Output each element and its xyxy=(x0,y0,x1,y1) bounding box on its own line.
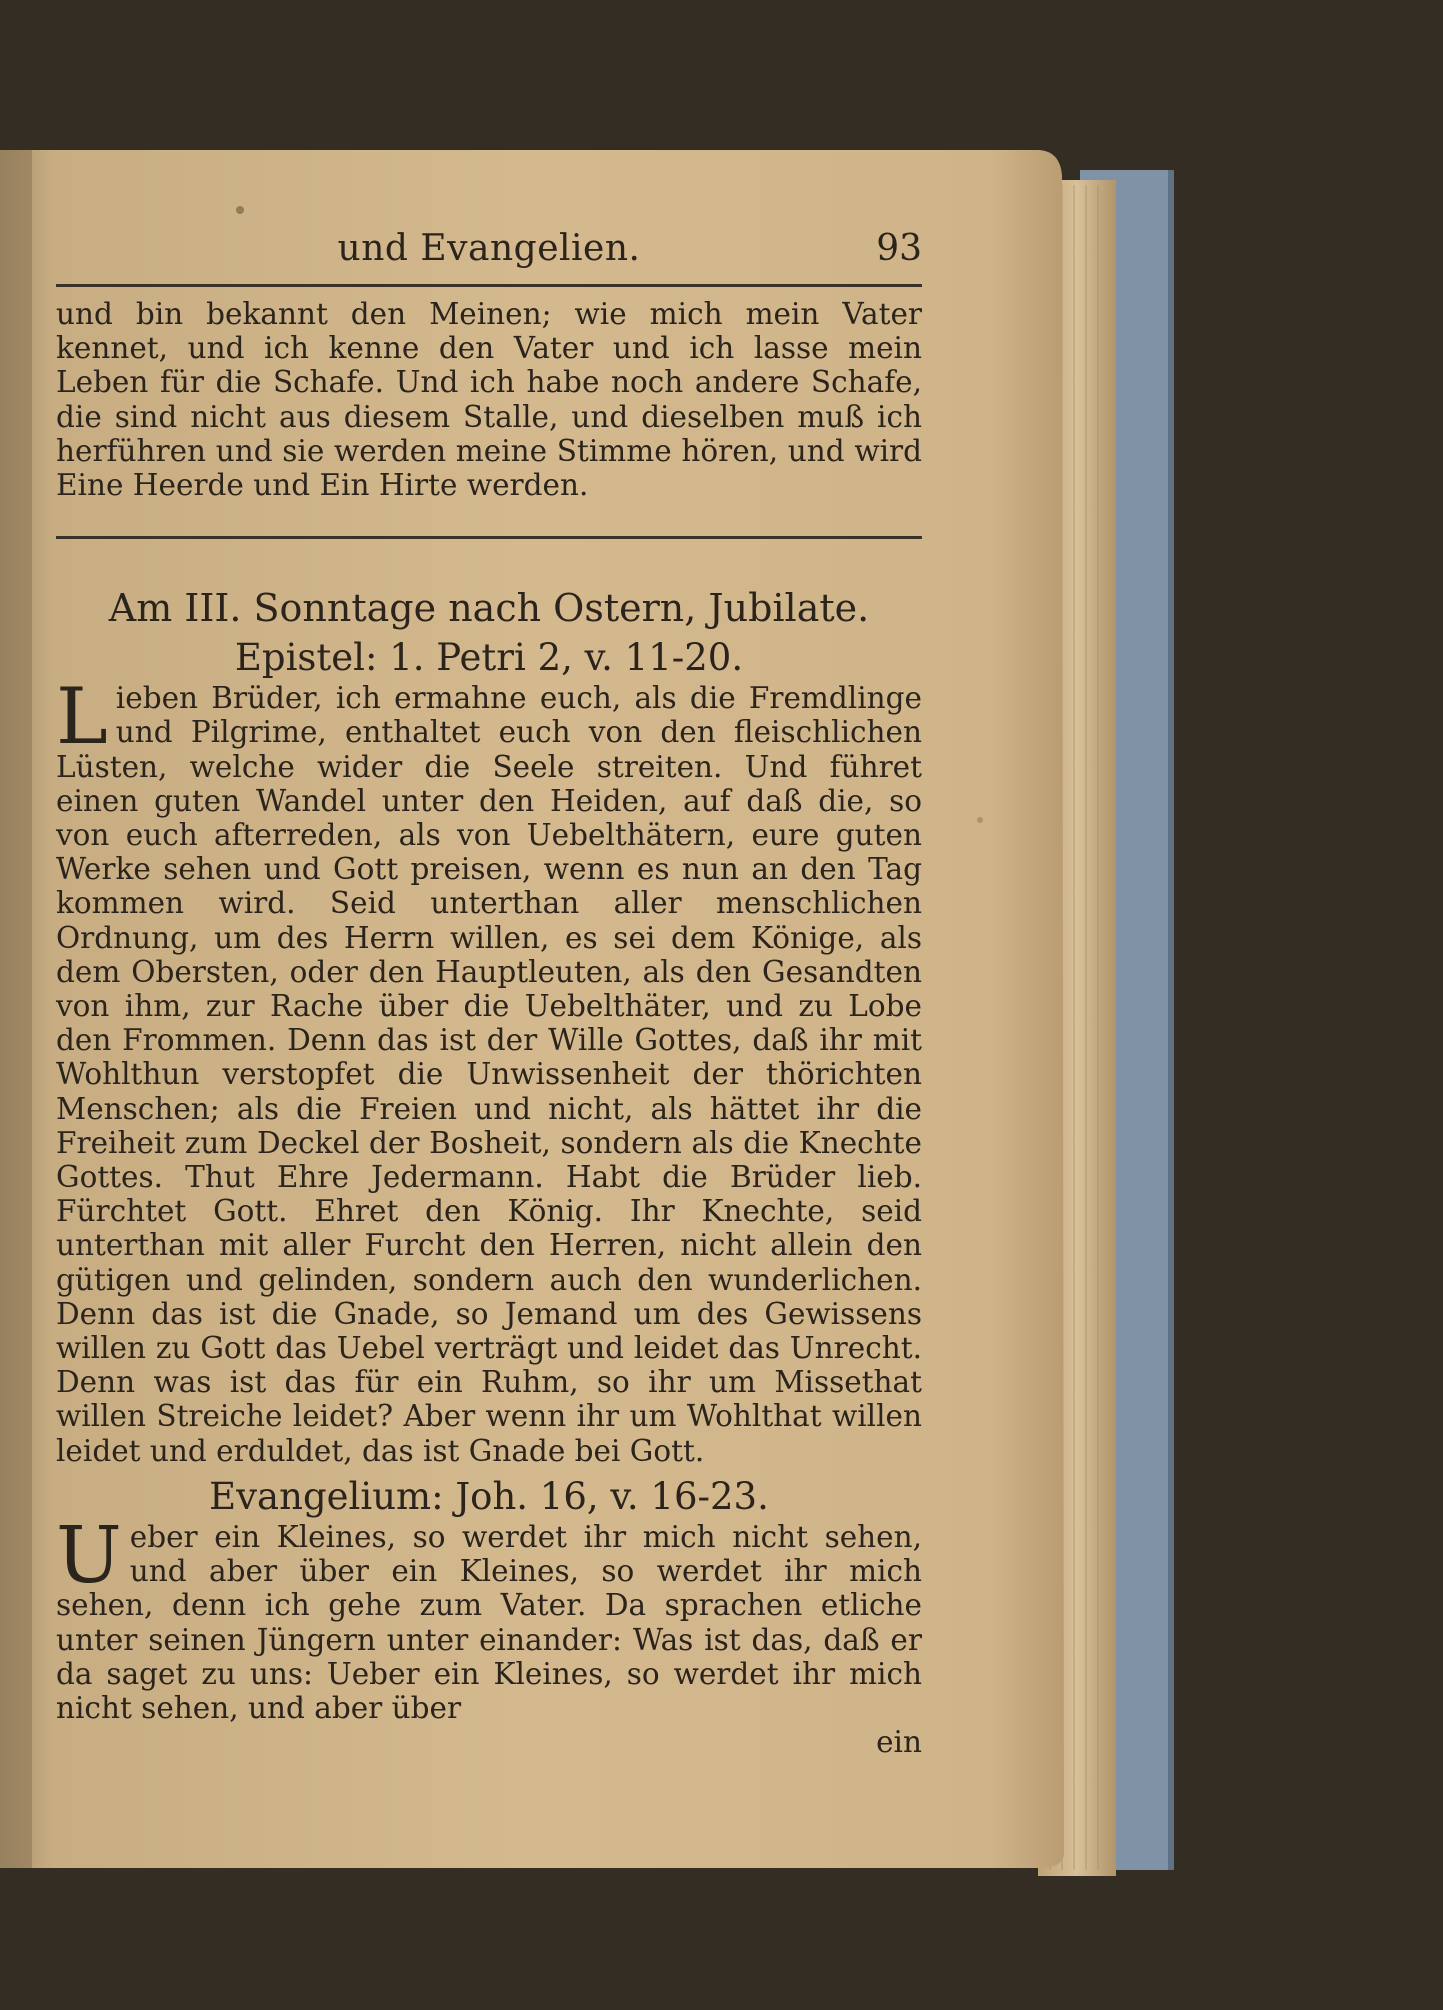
page-number: 93 xyxy=(876,228,922,269)
running-head-title: und Evangelien. xyxy=(337,228,641,269)
header-rule xyxy=(56,284,922,287)
running-head xyxy=(56,228,922,284)
gospel-passage xyxy=(56,1510,922,1725)
section-divider xyxy=(56,536,922,539)
epistle-initial: L xyxy=(56,672,108,763)
catchword: ein xyxy=(876,1725,922,1760)
epistle-text: ieben Brüder, ich ermahne euch, als die Fremdlinge und Pilgrime, enthaltet euch von den fleischlichen Lüsten, welche wider die Seele streiten. Und führet einen guten Wandel unter den Heiden, auf daß die, so von euch afterreden, als von Uebelthätern, eure guten Werke sehen und Gott preisen, wenn es nun an den Tag kommen wird. Seid unterthan aller menschlichen Ordnung, um des Herrn willen, es sei dem Könige, als dem Obersten, oder den Hauptleuten, als den Gesandten von ihm, zur Rache über die Uebelthäter, und zu Lobe den Frommen. Denn das ist der Wille Gottes, daß ihr mit Wohlthun verstopfet die Unwissenheit der thörichten Menschen; als die Freien und nicht, als hättet ihr die Freiheit zum Deckel der Bosheit, sondern als die Knechte Gottes. Thut Ehre Jedermann. Habt die Brüder lieb. Fürchtet Gott. Ehret den König. Ihr Knechte, seid unterthan mit aller Furcht den Herren, nicht allein den gütigen und gelinden, sondern auch den wunderlichen. Denn das ist die Gnade, so Jemand um des Gewissens willen zu Gott das Uebel verträgt und leidet das Unrecht. Denn was ist das für ein Ruhm, so ihr um Missethat willen Streiche leidet? Aber wenn ihr um Wohlthat willen leidet und erduldet, das ist Gnade bei Gott. xyxy=(56,681,922,1468)
continuation-paragraph: und bin bekannt den Meinen; wie mich mein Vater kennet, und ich kenne den Vater und ich lasse mein Leben für die Schafe. Und ich habe noch andere Schafe, die sind nicht aus diesem Stalle, und dieselben muß ich herführen und sie werden meine Stimme hören, und wird Eine Heerde und Ein Hirte werden. xyxy=(56,297,922,503)
epistle-heading: Epistel: 1. Petri 2, v. 11-20. xyxy=(234,636,744,680)
gospel-heading: Evangelium: Joh. 16, v. 16-23. xyxy=(209,1474,769,1518)
book-page xyxy=(56,228,922,1759)
gospel-initial: U xyxy=(56,1510,122,1601)
section-title: Am III. Sonntage nach Ostern, Jubilate. xyxy=(108,586,870,631)
gospel-text: eber ein Kleines, so werdet ihr mich nicht sehen, und aber über ein Kleines, so werdet ihr mich sehen, denn ich gehe zum Vater. Da sprachen etliche unter seinen Jüngern unter einander: Was ist das, daß er da saget zu uns: Ueber ein Kleines, so werdet ihr mich nicht sehen, und aber über xyxy=(56,1519,922,1725)
epistle-passage xyxy=(56,672,922,1468)
